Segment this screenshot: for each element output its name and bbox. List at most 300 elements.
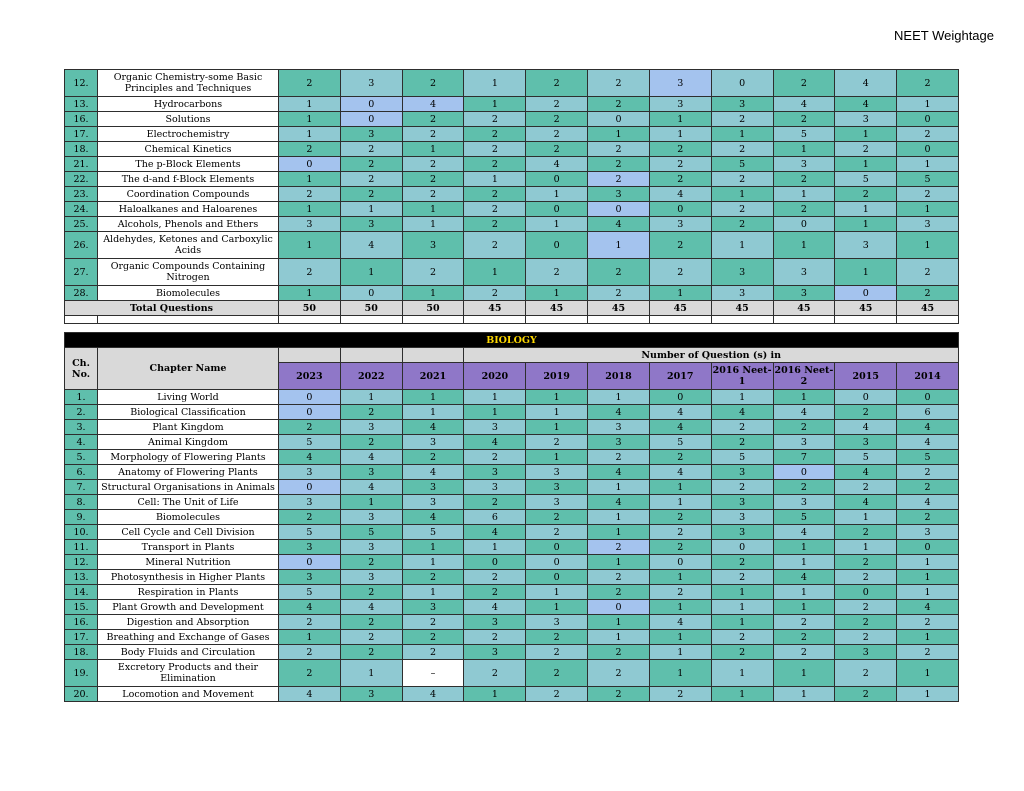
question-count-cell: 5 [711, 157, 773, 172]
total-questions-value: 45 [711, 301, 773, 316]
question-count-cell: – [402, 660, 464, 687]
question-count-cell: 3 [526, 480, 588, 495]
group-header-blank [340, 348, 402, 363]
question-count-cell: 1 [773, 540, 835, 555]
question-count-cell: 2 [279, 510, 341, 525]
question-count-cell: 2 [279, 660, 341, 687]
question-count-cell: 2 [588, 97, 650, 112]
question-count-cell: 1 [402, 202, 464, 217]
question-count-cell: 1 [526, 420, 588, 435]
question-count-cell: 2 [711, 172, 773, 187]
question-count-cell: 3 [464, 420, 526, 435]
question-count-cell: 2 [711, 645, 773, 660]
table-row [65, 630, 959, 645]
question-count-cell: 4 [402, 97, 464, 112]
biology-band-row [65, 333, 959, 348]
question-count-cell: 3 [464, 465, 526, 480]
question-count-cell: 2 [711, 202, 773, 217]
question-count-cell: 5 [773, 510, 835, 525]
question-count-cell: 1 [711, 390, 773, 405]
question-count-cell: 4 [279, 600, 341, 615]
question-count-cell: 3 [711, 97, 773, 112]
chapter-number: 12. [65, 555, 98, 570]
chapter-number: 22. [65, 172, 98, 187]
table-row [65, 420, 959, 435]
question-count-cell: 4 [773, 570, 835, 585]
question-count-cell: 3 [340, 687, 402, 702]
question-count-cell: 1 [588, 510, 650, 525]
question-count-cell: 4 [897, 420, 959, 435]
question-count-cell: 1 [711, 600, 773, 615]
question-count-cell: 0 [649, 555, 711, 570]
table-row [65, 615, 959, 630]
question-count-cell: 1 [773, 187, 835, 202]
question-count-cell: 2 [464, 142, 526, 157]
chapter-name: Anatomy of Flowering Plants [98, 465, 279, 480]
question-count-cell: 3 [835, 435, 897, 450]
question-count-cell: 1 [897, 97, 959, 112]
question-count-cell: 1 [897, 570, 959, 585]
question-count-cell: 2 [711, 112, 773, 127]
chapter-name: Cell Cycle and Cell Division [98, 525, 279, 540]
question-count-cell: 2 [711, 435, 773, 450]
question-count-cell: 2 [526, 97, 588, 112]
question-count-cell: 1 [649, 630, 711, 645]
question-count-cell: 1 [835, 540, 897, 555]
question-count-cell: 2 [526, 142, 588, 157]
question-count-cell: 0 [340, 286, 402, 301]
chapter-number: 16. [65, 112, 98, 127]
chapter-name: The p-Block Elements [98, 157, 279, 172]
question-count-cell: 2 [588, 157, 650, 172]
question-count-cell: 2 [402, 450, 464, 465]
question-count-cell: 3 [773, 495, 835, 510]
question-count-cell: 2 [711, 570, 773, 585]
spacer-cell [340, 316, 402, 324]
chapter-name: Coordination Compounds [98, 187, 279, 202]
question-count-cell: 1 [897, 630, 959, 645]
table-row [65, 435, 959, 450]
table-row [65, 525, 959, 540]
question-count-cell: 2 [526, 525, 588, 540]
question-count-cell: 4 [588, 217, 650, 232]
question-count-cell: 2 [340, 555, 402, 570]
question-count-cell: 0 [526, 555, 588, 570]
question-count-cell: 4 [279, 450, 341, 465]
chapter-name: Organic Chemistry-some Basic Principles and Techniques [98, 70, 279, 97]
chapter-number: 8. [65, 495, 98, 510]
question-count-cell: 4 [340, 232, 402, 259]
table-row [65, 286, 959, 301]
question-count-cell: 2 [340, 172, 402, 187]
question-count-cell: 1 [279, 97, 341, 112]
question-count-cell: 0 [588, 202, 650, 217]
question-count-cell: 1 [464, 259, 526, 286]
table-row [65, 450, 959, 465]
question-count-cell: 3 [897, 525, 959, 540]
question-count-cell: 2 [526, 127, 588, 142]
chapter-name: Plant Kingdom [98, 420, 279, 435]
question-count-cell: 4 [464, 600, 526, 615]
question-count-cell: 0 [711, 540, 773, 555]
question-count-cell: 0 [835, 390, 897, 405]
chapter-name: Transport in Plants [98, 540, 279, 555]
question-count-cell: 2 [464, 127, 526, 142]
question-count-cell: 2 [526, 687, 588, 702]
chapter-name: Body Fluids and Circulation [98, 645, 279, 660]
question-count-cell: 2 [526, 112, 588, 127]
question-count-cell: 1 [402, 405, 464, 420]
chapter-number: 2. [65, 405, 98, 420]
question-count-cell: 0 [340, 112, 402, 127]
biology-group-header-row [65, 348, 959, 363]
question-count-cell: 1 [279, 127, 341, 142]
question-count-cell: 2 [897, 510, 959, 525]
question-count-cell: 2 [773, 630, 835, 645]
question-count-cell: 2 [897, 127, 959, 142]
question-count-cell: 1 [649, 112, 711, 127]
question-count-cell: 2 [464, 585, 526, 600]
question-count-cell: 2 [835, 660, 897, 687]
chapter-name: Organic Compounds Containing Nitrogen [98, 259, 279, 286]
table-row [65, 687, 959, 702]
question-count-cell: 0 [279, 480, 341, 495]
question-count-cell: 2 [897, 187, 959, 202]
question-count-cell: 3 [711, 259, 773, 286]
question-count-cell: 0 [773, 465, 835, 480]
question-count-cell: 0 [711, 70, 773, 97]
table-row [65, 405, 959, 420]
question-count-cell: 1 [835, 202, 897, 217]
chapter-name: Structural Organisations in Animals [98, 480, 279, 495]
table-row [65, 172, 959, 187]
question-count-cell: 2 [402, 70, 464, 97]
question-count-cell: 4 [649, 615, 711, 630]
question-count-cell: 4 [649, 420, 711, 435]
chapter-name: Aldehydes, Ketones and Carboxylic Acids [98, 232, 279, 259]
question-count-cell: 3 [340, 570, 402, 585]
question-count-cell: 1 [340, 202, 402, 217]
question-count-cell: 3 [464, 615, 526, 630]
question-count-group-header: Number of Question (s) in [464, 348, 959, 363]
question-count-cell: 2 [773, 70, 835, 97]
question-count-cell: 2 [279, 645, 341, 660]
table-row [65, 660, 959, 687]
question-count-cell: 3 [402, 495, 464, 510]
question-count-cell: 5 [279, 525, 341, 540]
group-header-blank [279, 348, 341, 363]
question-count-cell: 0 [897, 390, 959, 405]
question-count-cell: 4 [340, 600, 402, 615]
question-count-cell: 1 [649, 480, 711, 495]
chapter-number: 24. [65, 202, 98, 217]
question-count-cell: 2 [649, 157, 711, 172]
question-count-cell: 1 [526, 286, 588, 301]
question-count-cell: 3 [835, 112, 897, 127]
question-count-cell: 1 [773, 660, 835, 687]
chapter-name: Locomotion and Movement [98, 687, 279, 702]
chapter-number: 6. [65, 465, 98, 480]
spacer-cell [897, 316, 959, 324]
question-count-cell: 2 [897, 480, 959, 495]
question-count-cell: 3 [897, 217, 959, 232]
question-count-cell: 2 [464, 202, 526, 217]
question-count-cell: 2 [402, 630, 464, 645]
question-count-cell: 0 [279, 157, 341, 172]
question-count-cell: 2 [464, 157, 526, 172]
question-count-cell: 1 [340, 660, 402, 687]
question-count-cell: 1 [773, 555, 835, 570]
chapter-number: 17. [65, 127, 98, 142]
question-count-cell: 1 [402, 286, 464, 301]
chapter-number: 4. [65, 435, 98, 450]
question-count-cell: 1 [773, 585, 835, 600]
question-count-cell: 4 [588, 465, 650, 480]
table-row [65, 510, 959, 525]
question-count-cell: 2 [279, 142, 341, 157]
question-count-cell: 3 [588, 187, 650, 202]
year-header: 2020 [464, 363, 526, 390]
question-count-cell: 3 [711, 465, 773, 480]
question-count-cell: 2 [711, 555, 773, 570]
chapter-name: Cell: The Unit of Life [98, 495, 279, 510]
question-count-cell: 3 [402, 435, 464, 450]
chapter-name: Hydrocarbons [98, 97, 279, 112]
question-count-cell: 3 [649, 97, 711, 112]
question-count-cell: 4 [897, 435, 959, 450]
question-count-cell: 1 [649, 645, 711, 660]
question-count-cell: 2 [773, 480, 835, 495]
question-count-cell: 1 [526, 390, 588, 405]
question-count-cell: 1 [402, 585, 464, 600]
chapter-name: Breathing and Exchange of Gases [98, 630, 279, 645]
question-count-cell: 3 [773, 259, 835, 286]
table-row [65, 127, 959, 142]
question-count-cell: 2 [464, 630, 526, 645]
biology-section-label: BIOLOGY [65, 333, 959, 348]
question-count-cell: 0 [279, 555, 341, 570]
question-count-cell: 1 [526, 217, 588, 232]
question-count-cell: 0 [526, 540, 588, 555]
question-count-cell: 2 [588, 142, 650, 157]
chapter-number: 19. [65, 660, 98, 687]
question-count-cell: 1 [897, 555, 959, 570]
question-count-cell: 3 [711, 286, 773, 301]
question-count-cell: 2 [773, 615, 835, 630]
chapter-number: 5. [65, 450, 98, 465]
question-count-cell: 0 [588, 112, 650, 127]
total-questions-label: Total Questions [65, 301, 279, 316]
chapter-number: 9. [65, 510, 98, 525]
question-count-cell: 2 [649, 510, 711, 525]
spacer-cell [464, 316, 526, 324]
year-header: 2017 [649, 363, 711, 390]
question-count-cell: 5 [340, 525, 402, 540]
question-count-cell: 2 [897, 259, 959, 286]
question-count-cell: 3 [588, 435, 650, 450]
question-count-cell: 2 [464, 570, 526, 585]
question-count-cell: 3 [279, 495, 341, 510]
question-count-cell: 1 [773, 142, 835, 157]
question-count-cell: 1 [526, 405, 588, 420]
question-count-cell: 2 [711, 420, 773, 435]
question-count-cell: 3 [526, 495, 588, 510]
question-count-cell: 1 [526, 585, 588, 600]
question-count-cell: 2 [340, 435, 402, 450]
total-questions-value: 45 [526, 301, 588, 316]
chapter-name: Digestion and Absorption [98, 615, 279, 630]
chapter-number: 11. [65, 540, 98, 555]
table-row [65, 187, 959, 202]
question-count-cell: 4 [402, 510, 464, 525]
question-count-cell: 1 [464, 405, 526, 420]
question-count-cell: 1 [464, 540, 526, 555]
question-count-cell: 2 [279, 615, 341, 630]
question-count-cell: 2 [279, 187, 341, 202]
chapter-number: 17. [65, 630, 98, 645]
table-row [65, 142, 959, 157]
question-count-cell: 2 [588, 687, 650, 702]
question-count-cell: 0 [897, 540, 959, 555]
question-count-cell: 3 [340, 217, 402, 232]
question-count-cell: 2 [588, 70, 650, 97]
question-count-cell: 5 [897, 172, 959, 187]
question-count-cell: 1 [588, 555, 650, 570]
spacer-cell [98, 316, 279, 324]
total-questions-value: 45 [835, 301, 897, 316]
question-count-cell: 0 [588, 600, 650, 615]
question-count-cell: 3 [279, 217, 341, 232]
question-count-cell: 4 [773, 405, 835, 420]
question-count-cell: 3 [835, 645, 897, 660]
question-count-cell: 2 [340, 157, 402, 172]
question-count-cell: 1 [711, 615, 773, 630]
question-count-cell: 2 [588, 570, 650, 585]
question-count-cell: 3 [711, 495, 773, 510]
question-count-cell: 0 [835, 585, 897, 600]
chapter-number: 7. [65, 480, 98, 495]
question-count-cell: 2 [773, 420, 835, 435]
chapter-number: 26. [65, 232, 98, 259]
question-count-cell: 2 [526, 630, 588, 645]
question-count-cell: 4 [402, 420, 464, 435]
question-count-cell: 2 [711, 217, 773, 232]
year-header: 2022 [340, 363, 402, 390]
question-count-cell: 2 [588, 450, 650, 465]
table-row [65, 495, 959, 510]
question-count-cell: 1 [588, 480, 650, 495]
spacer-cell [588, 316, 650, 324]
chapter-number: 25. [65, 217, 98, 232]
question-count-cell: 6 [897, 405, 959, 420]
question-count-cell: 1 [279, 286, 341, 301]
chapter-name: Electrochemistry [98, 127, 279, 142]
table-row [65, 600, 959, 615]
table-row [65, 157, 959, 172]
question-count-cell: 2 [649, 585, 711, 600]
spacer-cell [526, 316, 588, 324]
question-count-cell: 3 [773, 435, 835, 450]
question-count-cell: 5 [402, 525, 464, 540]
chapter-name: Haloalkanes and Haloarenes [98, 202, 279, 217]
question-count-cell: 2 [649, 259, 711, 286]
question-count-cell: 5 [279, 435, 341, 450]
question-count-cell: 2 [526, 259, 588, 286]
question-count-cell: 2 [835, 570, 897, 585]
total-questions-value: 50 [279, 301, 341, 316]
table-row [65, 259, 959, 286]
question-count-cell: 4 [464, 435, 526, 450]
chapter-name: Biomolecules [98, 286, 279, 301]
question-count-cell: 4 [649, 405, 711, 420]
question-count-cell: 2 [279, 70, 341, 97]
question-count-cell: 2 [835, 630, 897, 645]
question-count-cell: 2 [773, 202, 835, 217]
question-count-cell: 4 [897, 495, 959, 510]
question-count-cell: 4 [835, 97, 897, 112]
question-count-cell: 4 [526, 157, 588, 172]
question-count-cell: 1 [464, 172, 526, 187]
question-count-cell: 1 [279, 172, 341, 187]
question-count-cell: 2 [402, 157, 464, 172]
year-header: 2016 Neet-1 [711, 363, 773, 390]
question-count-cell: 1 [464, 390, 526, 405]
question-count-cell: 1 [711, 127, 773, 142]
total-questions-value: 45 [588, 301, 650, 316]
question-count-cell: 1 [773, 390, 835, 405]
question-count-cell: 3 [711, 525, 773, 540]
question-count-cell: 3 [773, 157, 835, 172]
question-count-cell: 1 [711, 585, 773, 600]
chapter-name-header: Chapter Name [98, 348, 279, 390]
chapter-name: Living World [98, 390, 279, 405]
question-count-cell: 2 [402, 615, 464, 630]
question-count-cell: 0 [649, 202, 711, 217]
chapter-name: Alcohols, Phenols and Ethers [98, 217, 279, 232]
question-count-cell: 1 [340, 390, 402, 405]
question-count-cell: 1 [649, 127, 711, 142]
total-questions-value: 45 [464, 301, 526, 316]
question-count-cell: 2 [340, 187, 402, 202]
page-title: NEET Weightage [894, 28, 994, 43]
question-count-cell: 4 [835, 465, 897, 480]
spacer-cell [835, 316, 897, 324]
total-questions-value: 45 [773, 301, 835, 316]
question-count-cell: 0 [897, 142, 959, 157]
question-count-cell: 3 [279, 570, 341, 585]
spacer-cell [711, 316, 773, 324]
question-count-cell: 2 [835, 615, 897, 630]
question-count-cell: 4 [835, 420, 897, 435]
question-count-cell: 5 [835, 172, 897, 187]
question-count-cell: 1 [340, 495, 402, 510]
question-count-cell: 1 [588, 615, 650, 630]
question-count-cell: 2 [464, 112, 526, 127]
question-count-cell: 5 [279, 585, 341, 600]
question-count-cell: 2 [897, 615, 959, 630]
question-count-cell: 1 [402, 142, 464, 157]
question-count-cell: 1 [526, 600, 588, 615]
question-count-cell: 3 [340, 127, 402, 142]
chapter-number: 18. [65, 645, 98, 660]
question-count-cell: 2 [773, 112, 835, 127]
total-questions-value: 45 [649, 301, 711, 316]
question-count-cell: 2 [279, 259, 341, 286]
chapter-number: 10. [65, 525, 98, 540]
question-count-cell: 2 [588, 660, 650, 687]
question-count-cell: 1 [402, 555, 464, 570]
question-count-cell: 1 [588, 525, 650, 540]
